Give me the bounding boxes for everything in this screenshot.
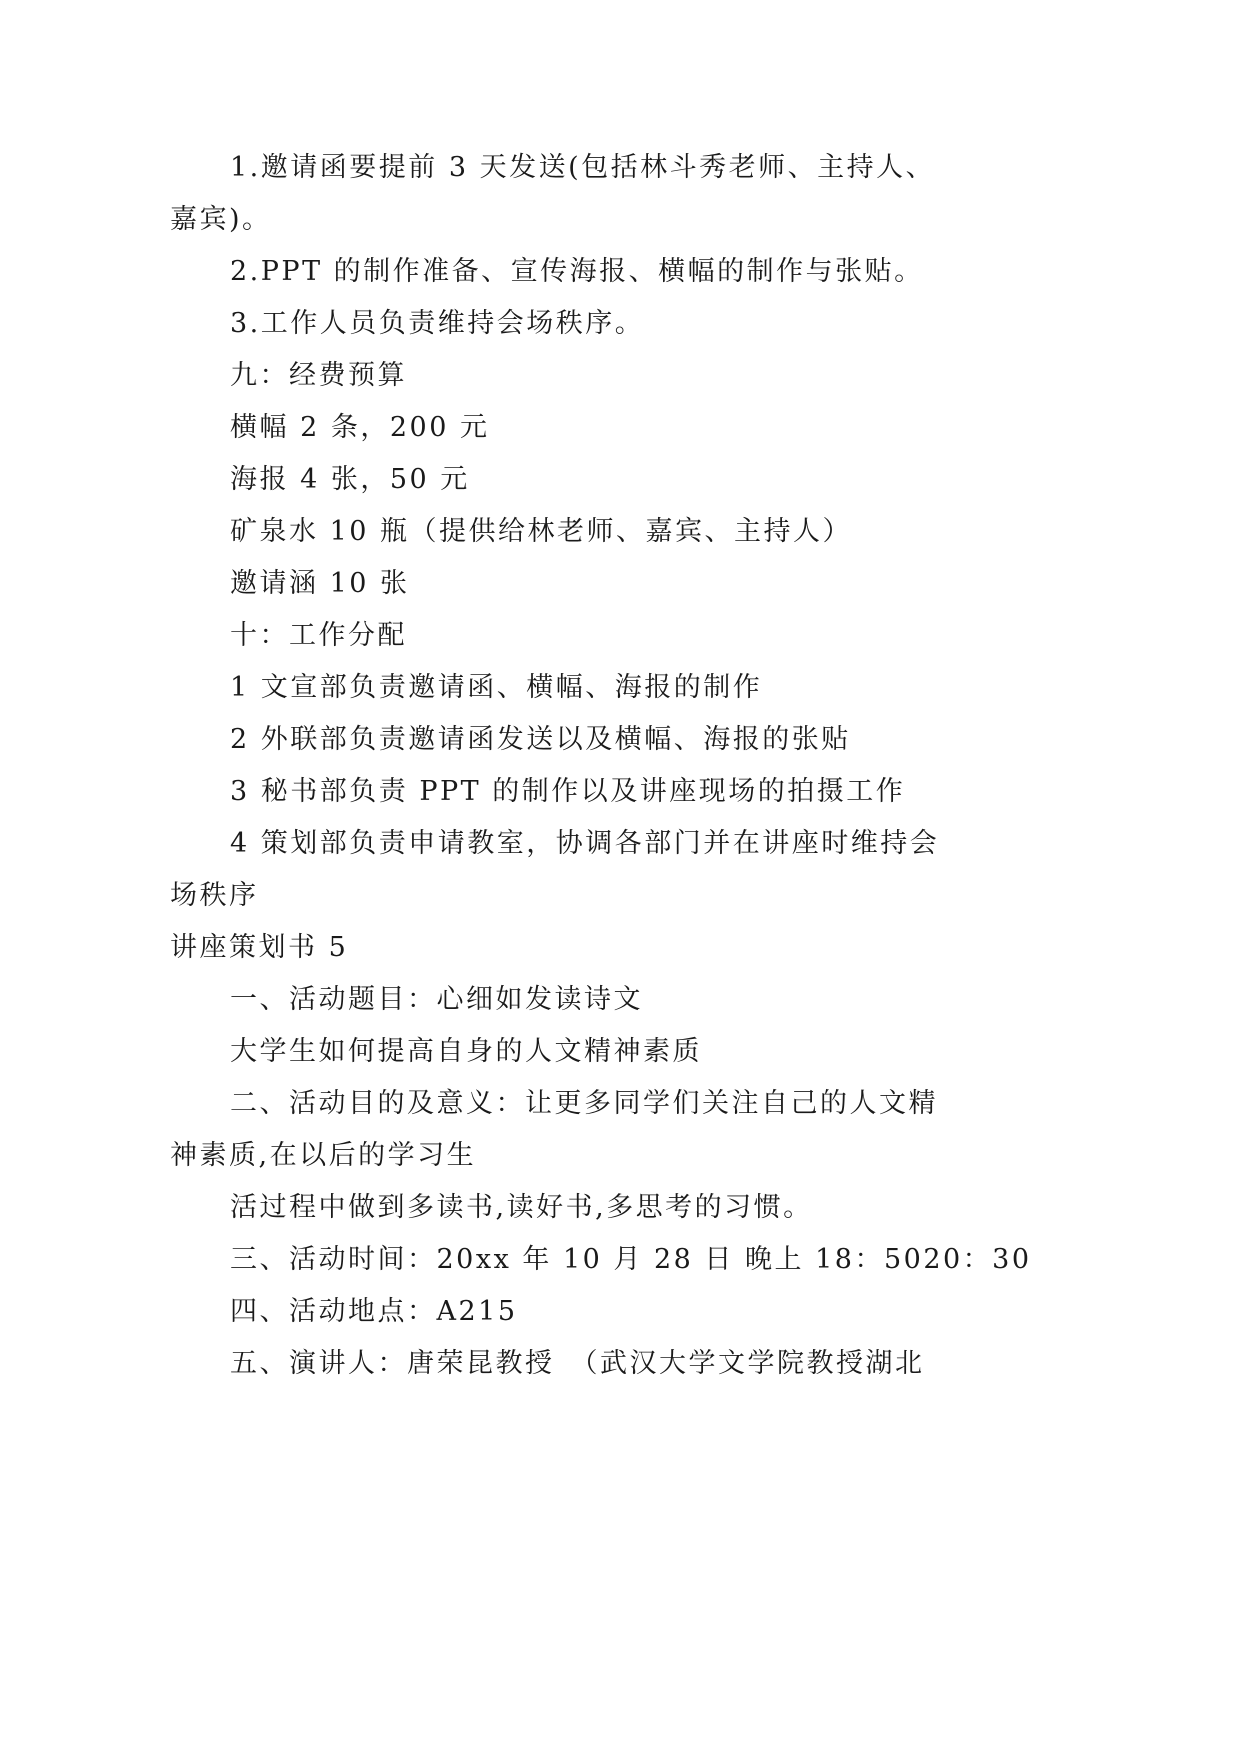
section-heading: 五、演讲人：唐荣昆教授 （武汉大学文学院教授湖北 [230, 1348, 925, 1379]
text-line: 3.工作人员负责维持会场秩序。 [230, 308, 645, 339]
text-line: 神素质,在以后的学习生 [170, 1140, 477, 1171]
section-heading: 十：工作分配 [230, 620, 407, 651]
text-line: 嘉宾)。 [170, 204, 272, 235]
text-line: 场秩序 [170, 880, 259, 911]
section-heading: 二、活动目的及意义：让更多同学们关注自己的人文精 [230, 1088, 938, 1119]
text-line: 邀请涵 10 张 [230, 568, 410, 599]
text-line: 矿泉水 10 瓶（提供给林老师、嘉宾、主持人） [230, 516, 853, 547]
section-heading: 三、活动时间：20xx 年 10 月 28 日 晚上 18：5020：30 [230, 1244, 1032, 1275]
text-line: 1.邀请函要提前 3 天发送(包括林斗秀老师、主持人、 [230, 152, 936, 183]
text-line: 横幅 2 条，200 元 [230, 412, 490, 443]
section-heading: 九：经费预算 [230, 360, 407, 391]
text-line: 活过程中做到多读书,读好书,多思考的习惯。 [230, 1192, 813, 1223]
text-line: 4 策划部负责申请教室，协调各部门并在讲座时维持会 [230, 828, 940, 859]
document-body [170, 142, 1032, 1390]
text-line: 3 秘书部负责 PPT 的制作以及讲座现场的拍摄工作 [230, 776, 906, 807]
section-heading: 一、活动题目：心细如发读诗文 [230, 984, 643, 1015]
document-title: 讲座策划书 5 [170, 932, 349, 963]
section-heading: 四、活动地点：A215 [230, 1296, 518, 1327]
text-line: 海报 4 张，50 元 [230, 464, 470, 495]
text-line: 大学生如何提高自身的人文精神素质 [230, 1036, 702, 1067]
text-line: 2.PPT 的制作准备、宣传海报、横幅的制作与张贴。 [230, 256, 924, 287]
text-line: 2 外联部负责邀请函发送以及横幅、海报的张贴 [230, 724, 851, 755]
text-line: 1 文宣部负责邀请函、横幅、海报的制作 [230, 672, 763, 703]
